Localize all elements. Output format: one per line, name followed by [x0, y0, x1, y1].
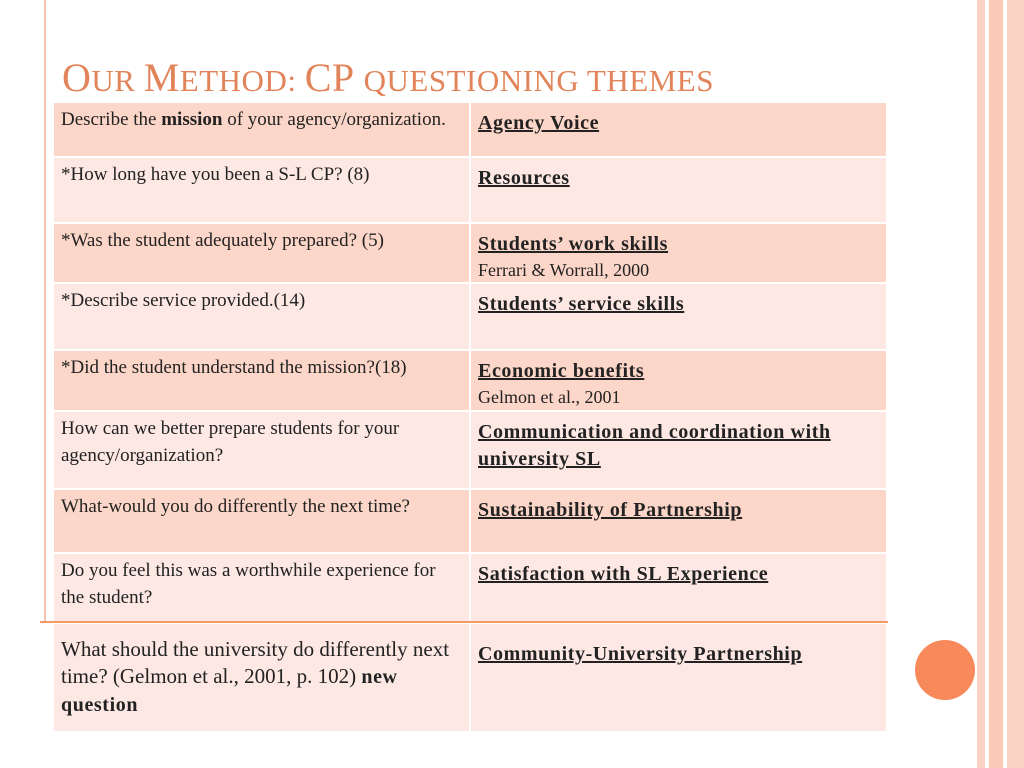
theme-label: Satisfaction with SL Experience [478, 563, 769, 585]
question-cell [53, 223, 470, 283]
question-text: Do you feel this was a worthwhile experience for the student? [61, 560, 436, 608]
theme-label: Students’ work skills [478, 233, 669, 255]
question-text: *Was the student adequately prepared? (5) [61, 230, 384, 251]
title-part: O [62, 55, 92, 100]
table-row [53, 283, 887, 350]
theme-cell [470, 157, 887, 223]
question-cell [53, 553, 470, 623]
question-bold-text: mission [161, 109, 223, 130]
question-text: *Did the student understand the mission?(18) [61, 357, 407, 378]
right-stripe [1007, 0, 1024, 768]
theme-label: Sustainability of Partnership [478, 499, 743, 521]
theme-cell [470, 223, 887, 283]
question-text: What-would you do differently the next time? [61, 496, 410, 517]
question-text: *Describe service provided.(14) [61, 290, 306, 311]
table-row [53, 553, 887, 623]
question-text: Describe the [61, 109, 162, 130]
question-cell [53, 350, 470, 411]
theme-label: Community-University Partnership [478, 643, 803, 665]
question-cell [53, 489, 470, 553]
title-part: M [143, 55, 180, 100]
title-part: ETHOD: [179, 63, 305, 98]
theme-cell [470, 623, 887, 732]
theme-cell [470, 350, 887, 411]
slide-title [62, 54, 714, 101]
question-text: How can we better prepare students for your agency/organization? [61, 418, 400, 466]
theme-label: Resources [478, 167, 570, 189]
theme-label: Students’ service skills [478, 293, 685, 315]
question-cell [53, 411, 470, 489]
question-text: of your agency/organization. [222, 109, 446, 130]
title-part: UR [91, 63, 144, 98]
title-part: QUESTIONING THEMES [363, 63, 714, 98]
question-cell [53, 623, 470, 732]
theme-cell [470, 411, 887, 489]
theme-label: Economic benefits [478, 360, 645, 382]
table-row [53, 411, 887, 489]
title-part: CP [304, 55, 364, 100]
question-cell [53, 102, 470, 157]
table-row [53, 623, 887, 732]
accent-circle [915, 640, 975, 700]
table-row [53, 157, 887, 223]
new-question-label: new question [61, 666, 398, 716]
theme-cell [470, 102, 887, 157]
theme-citation: Ferrari & Worrall, 2000 [478, 260, 650, 280]
table-row [53, 223, 887, 283]
question-text: What should the university do differently next time? (Gelmon et al., 2001, p. 102) [61, 637, 450, 688]
theme-cell [470, 553, 887, 623]
theme-citation: Gelmon et al., 2001 [478, 387, 621, 407]
right-stripe [977, 0, 985, 768]
left-accent-line [44, 0, 46, 622]
right-stripe [989, 0, 1003, 768]
question-text: *How long have you been a S-L CP? (8) [61, 164, 370, 185]
question-cell [53, 283, 470, 350]
question-cell [53, 157, 470, 223]
theme-label: Agency Voice [478, 112, 600, 134]
table-row [53, 350, 887, 411]
divider-line [40, 621, 888, 623]
themes-table [52, 101, 888, 733]
table-row [53, 102, 887, 157]
theme-cell [470, 283, 887, 350]
theme-label: Communication and coordination with university SL [478, 421, 831, 470]
theme-cell [470, 489, 887, 553]
table-row [53, 489, 887, 553]
